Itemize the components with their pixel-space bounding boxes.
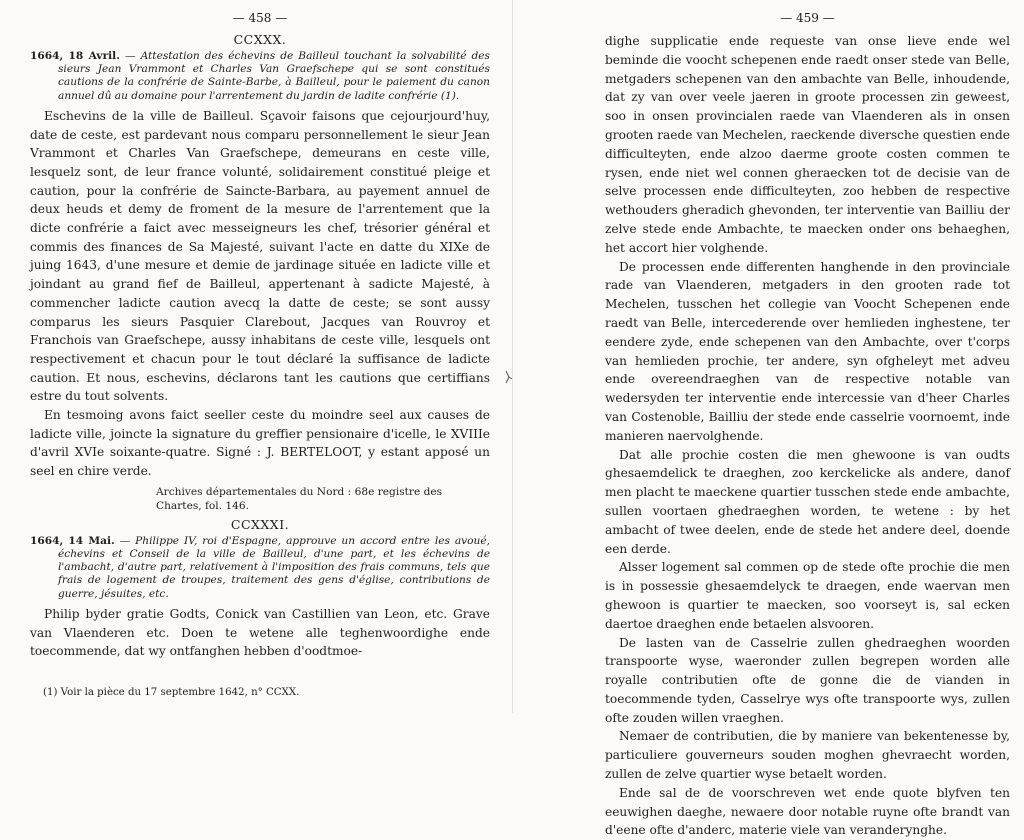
- body-paragraph: De processen ende differenten hanghende in den provinciale rade van Vlaenderen, metgaders in den grooten rade tot Mechelen, tusschen het collegie van Voocht Schepenen ende raedt van Belle, intercederende over hemlieden inghestene, ter eendere zyde, ende schepenen van den Ambachte, over t'corps van hemlieden prochie, ter andere, syn ofgheleyt met adveu ende overeendraeghen van de respective notable van wedersyden ter interventie ende intercessie van d'heer Charles van Costenoble, Bailliu der stede ende casselrie voornoemt, inde manieren naervolghende.: [605, 259, 1010, 443]
- right-page: [512, 0, 1024, 838]
- body-paragraph: Dat alle prochie costen die men ghewoone is van oudts ghesaemdelick te draeghen, zoo kerckelicke als andere, danof men placht te maeckene quartier tusschen stede ende ambachte, sullen voortaen ghedraeghen worden, te wetene : by het ambacht of twee deelen, ende de stede het andere deel, doende een derde.: [605, 447, 1010, 556]
- document-date: 1664, 14 Mai.: [30, 534, 115, 547]
- document-summary: [30, 50, 490, 103]
- body-paragraph: Ende sal de de voorschreven wet ende quote blyfven ten eeuwighen daeghe, newaere door notable ruyne ofte brandt van d'eene ofte d'anderc, materie viele van veranderynghe.: [605, 785, 1010, 838]
- page-number: — 459 —: [780, 11, 835, 25]
- body-paragraph: Alsser logement sal commen op de stede ofte prochie die men is in possessie ghesaemdelyck te draegen, ende waervan men ghewoon is quartier te maecken, soo voorseyt is, sal ecken daertoe draeghen ende betaelen alsvooren.: [605, 560, 1010, 631]
- page-number: — 458 —: [232, 11, 288, 25]
- body-paragraph: dighe supplicatie ende requeste van onse lieve ende wel beminde die voocht schepenen ende raedt onser stede van Belle, metgaders schepenen van den ambachte van Belle, inhoudende, dat zy van over veele jaeren in groote processen zin geweest, soo in onsen provincialen raede van Vlaenderen als in onsen grooten raede van Mechelen, raeckende diversche questien ende difficulteyten, ende alzoo daerme groote costen commen te rysen, ende niet wel connen gheraecken tot de decisie van de selve processen ende difficulteyten, zoo hebben de respective wethouders gheradich ghevonden, ter interventie van Bailliu der zelve stede ende Ambachte, te maecken onder ons behaeghen, het accort hier volghende.: [605, 34, 1010, 255]
- body-paragraph: De lasten van de Casselrie zullen ghedraeghen woorden transpoorte wyse, waeronder zullen begrepen worden alle royalle contributien ofte de gonne die de vianden in toecommende tyden, Casselrye wys ofte transpoorte wys, zullen ofte zouden willen vraeghen.: [605, 635, 1010, 725]
- document-date: 1664, 18 Avril.: [30, 50, 120, 62]
- summary-text: — Philippe IV, roi d'Espagne, approuve un accord entre les avoué, échevins et Conseil de la ville de Bailleul, d'une part, et les échevins de l'ambacht, d'autre part, relativement à l'imposition des frais communs, tels que frais de logement de troupes, traitement des gens d'église, contributions de guerre, jésuites, etc.: [58, 534, 490, 600]
- body-paragraph: Philip byder gratie Godts, Conick van Castillien van Leon, etc. Grave van Vlaenderen etc. Doen te wetene alle teghenwoordighe ende toecommende, dat wy ontfanghen hebben d'oodtmoe-: [30, 606, 490, 659]
- footnote: (1) Voir la pièce du 17 septembre 1642, n° CCXX.: [43, 687, 300, 698]
- document-number: CCXXX.: [233, 32, 287, 47]
- document-summary: [30, 535, 490, 601]
- body-paragraph: Nemaer de contributien, die by maniere van bekentenesse by, particuliere gouverneurs souden moghen ghevraecht worden, zullen de zelve quartier wyse betaelt worden.: [605, 729, 1010, 782]
- body-paragraph: En tesmoing avons faict seeller ceste du moindre seel aux causes de ladicte ville, joincte la signature du greffier pensionaire d'icelle, le XVIIIe d'avril XVIe soixante-quatre. Signé : J. BERTELOOT, y estant apposé un seel en chire verde.: [30, 408, 490, 479]
- left-page: [0, 0, 510, 713]
- body-paragraph: Eschevins de la ville de Bailleul. Sçavoir faisons que cejourjourd'huy, date de ceste, est pardevant nous comparu personnellement le sieur Jean Vrammont et Charles Van Graefschepe, demeurans en ceste ville, lesquelz sont, de leur france volunté, solidairement constitué pleige et caution, pour la confrérie de Saincte-Barbara, au payement annuel de deux heuds et demy de froment de la mesure de l'arrentement que la dicte confrérie a faict avec messeigneurs les chef, trésorier général et commis des finances de Sa Majesté, suivant l'acte en datte du XIXe de juing 1643, d'une mesure et demie de jardinage située en ladicte ville et joindant au grand fief de Bailleul, appertenant à sadicte Majesté, à commencher ladicte caution avecq la datte de ceste; se sont aussy comparus les sieurs Pasquier Clarebout, Jacques van Rouvroy et Franchois van Graefschepe, aussy inhabitans de ceste ville, lesquels ont respectivement et chacun pour le tout déclaré la suffisance de ladicte caution. Et nous, eschevins, déclarons tant les cautions que certiffians estre du tout solvents.: [30, 108, 490, 404]
- summary-text: — Attestation des échevins de Bailleul touchant la solvabilité des sieurs Jean Vrammont et Charles Van Graefschepe qui se sont constitués cautions de la confrérie de Sainte-Barbe, à Bailleul, pour le paiement du canon annuel dû au domaine pour l'arrentement du jardin de ladite confrérie (1).: [58, 50, 490, 102]
- document-number: CCXXXI.: [230, 516, 290, 532]
- archive-source: Archives départementales du Nord : 68e registre des Chartes, fol. 146.: [156, 485, 443, 512]
